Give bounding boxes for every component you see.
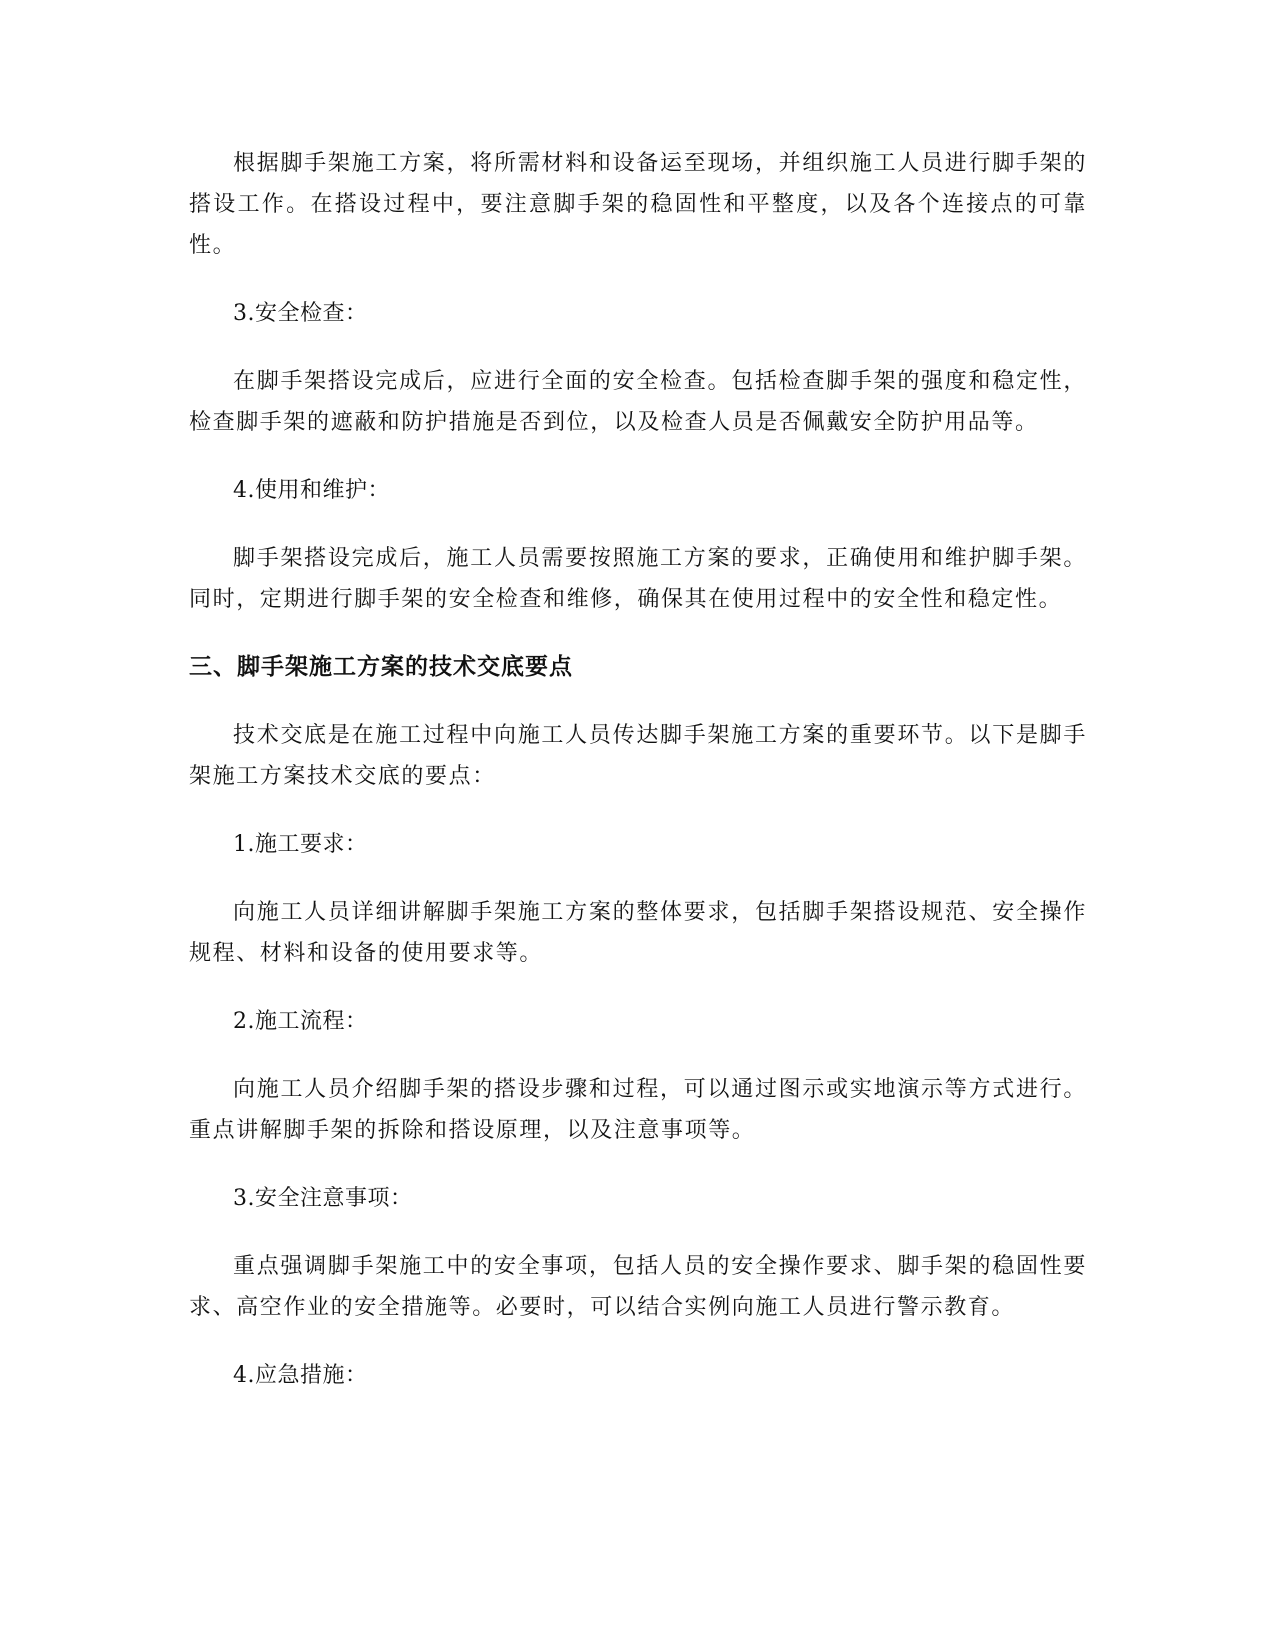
subheading-construction-requirements: 1.施工要求： <box>233 832 368 857</box>
subheading-emergency-measures: 4.应急措施： <box>233 1363 368 1388</box>
subheading-use-maintenance: 4.使用和维护： <box>233 478 390 503</box>
subheading-construction-process: 2.施工流程： <box>233 1009 368 1034</box>
paragraph-briefing-intro: 技术交底是在施工过程中向施工人员传达脚手架施工方案的重要环节。以下是脚手架施工方案技术交底的要点： <box>189 723 1087 789</box>
document-body <box>189 143 1087 1396</box>
subheading-safety-precautions: 3.安全注意事项： <box>233 1186 413 1211</box>
paragraph-construction-process: 向施工人员介绍脚手架的搭设步骤和过程，可以通过图示或实地演示等方式进行。重点讲解脚手架的拆除和搭设原理，以及注意事项等。 <box>189 1077 1087 1143</box>
paragraph-safety-inspection: 在脚手架搭设完成后，应进行全面的安全检查。包括检查脚手架的强度和稳定性，检查脚手架的遮蔽和防护措施是否到位，以及检查人员是否佩戴安全防护用品等。 <box>189 369 1087 435</box>
section-heading-technical-briefing: 三、脚手架施工方案的技术交底要点 <box>189 654 573 680</box>
paragraph-construction-requirements: 向施工人员详细讲解脚手架施工方案的整体要求，包括脚手架搭设规范、安全操作规程、材料和设备的使用要求等。 <box>189 900 1087 966</box>
paragraph-scaffold-erection: 根据脚手架施工方案，将所需材料和设备运至现场，并组织施工人员进行脚手架的搭设工作。在搭设过程中，要注意脚手架的稳固性和平整度，以及各个连接点的可靠性。 <box>189 151 1087 258</box>
paragraph-safety-precautions: 重点强调脚手架施工中的安全事项，包括人员的安全操作要求、脚手架的稳固性要求、高空作业的安全措施等。必要时，可以结合实例向施工人员进行警示教育。 <box>189 1254 1087 1320</box>
paragraph-use-maintenance: 脚手架搭设完成后，施工人员需要按照施工方案的要求，正确使用和维护脚手架。同时，定期进行脚手架的安全检查和维修，确保其在使用过程中的安全性和稳定性。 <box>189 546 1087 612</box>
subheading-safety-inspection: 3.安全检查： <box>233 301 368 326</box>
